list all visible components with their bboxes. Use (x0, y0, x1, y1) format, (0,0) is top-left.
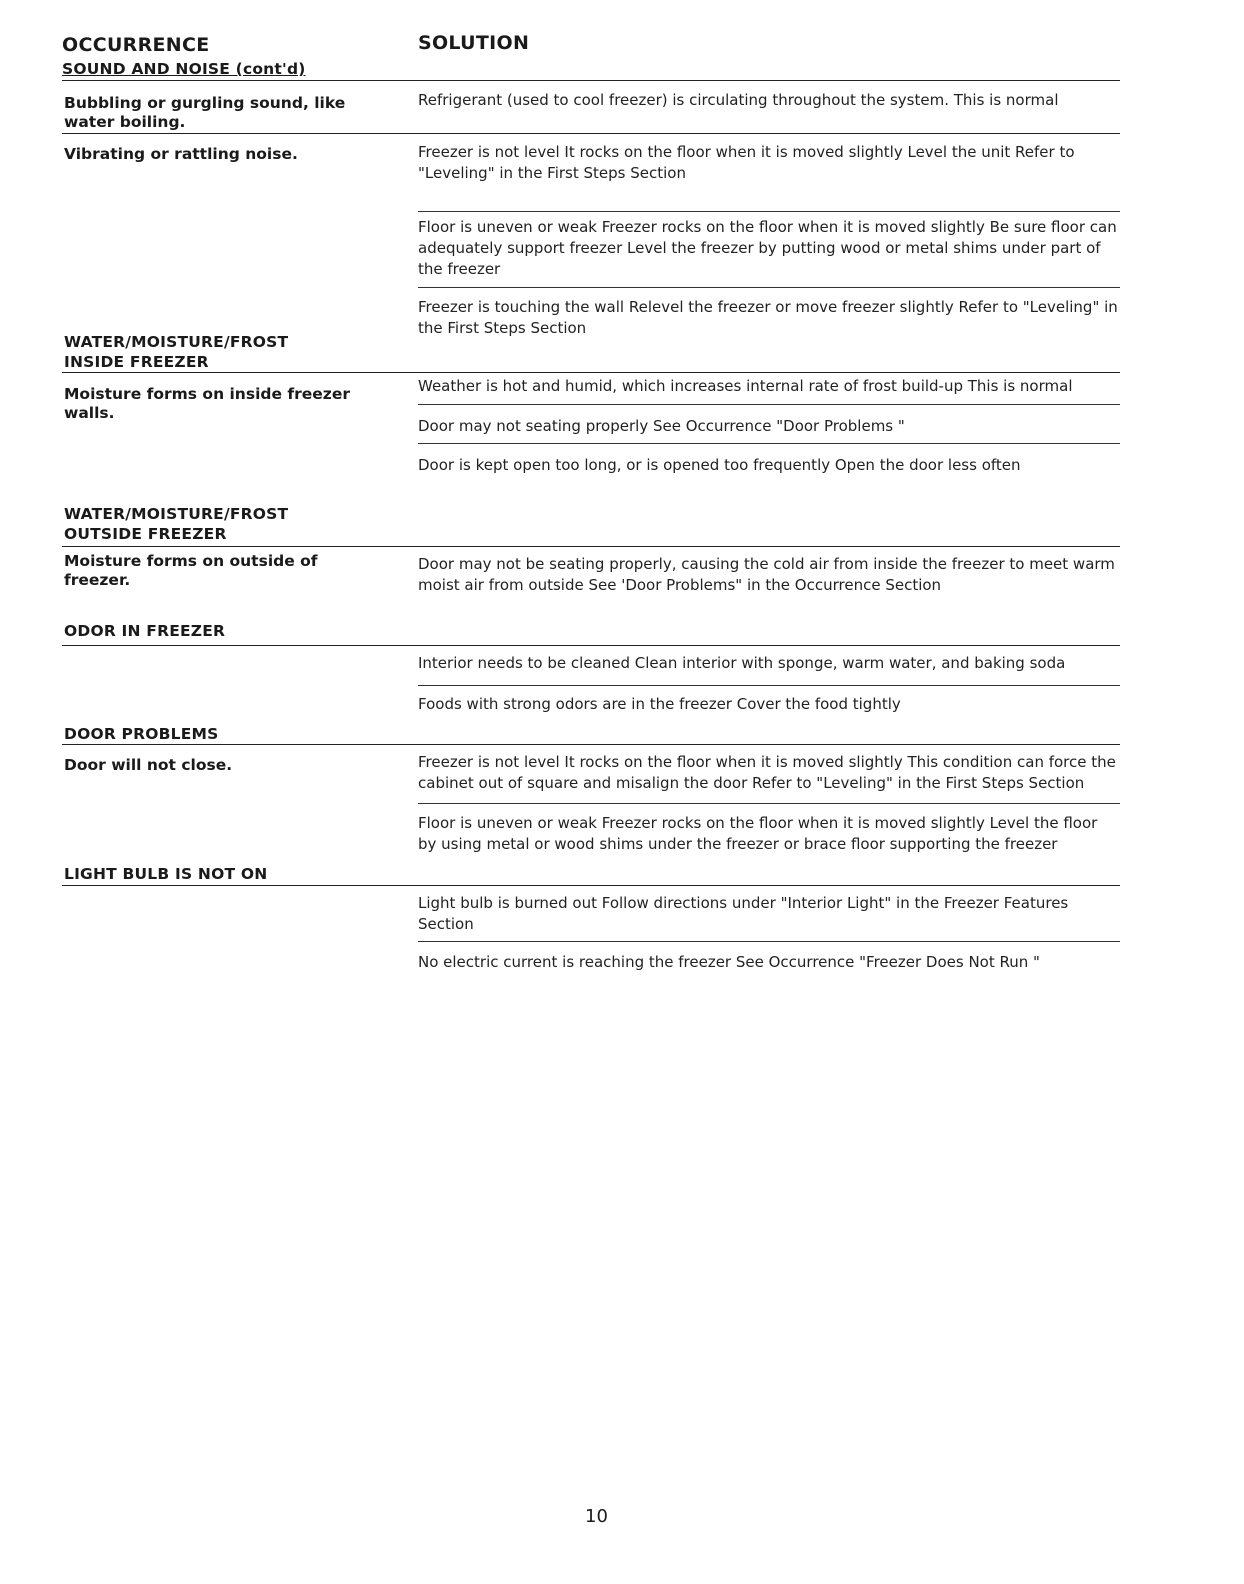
solution-bulb-burned-out: Light bulb is burned out Follow directions under "Interior Light" in the Freezer Features Section (418, 894, 1069, 933)
page-number: 10 (585, 1506, 608, 1527)
divider-rule (62, 546, 1120, 547)
solution-floor-uneven: Floor is uneven or weak Freezer rocks on the floor when it is moved slightly Be sure floor can adequately support freezer Level the freezer by putting wood or metal shims under part of the freezer (418, 218, 1117, 278)
section-light-bulb: LIGHT BULB IS NOT ON (64, 865, 268, 883)
occurrence-moisture-inside: Moisture forms on inside freezer walls. (64, 385, 350, 422)
solution-strong-odors: Foods with strong odors are in the freezer Cover the food tightly (418, 695, 901, 713)
divider-rule (418, 941, 1120, 942)
solution-refrigerant-circulating: Refrigerant (used to cool freezer) is circulating throughout the system. This is normal (418, 91, 1059, 109)
solution-touching-wall: Freezer is touching the wall Relevel the freezer or move freezer slightly Refer to "Leveling" in the First Steps Section (418, 298, 1118, 337)
divider-rule (418, 211, 1120, 212)
divider-rule (418, 287, 1120, 288)
divider-rule (62, 645, 1120, 646)
solution-door-open-too-long: Door is kept open too long, or is opened too frequently Open the door less often (418, 456, 1021, 474)
divider-rule (418, 443, 1120, 444)
section-water-inside-line1: WATER/MOISTURE/FROST (64, 333, 289, 351)
divider-rule (418, 404, 1120, 405)
section-water-inside-line2: INSIDE FREEZER (64, 353, 209, 371)
divider-rule (62, 80, 1120, 81)
occurrence-vibrating: Vibrating or rattling noise. (64, 145, 298, 163)
occurrence-moisture-outside: Moisture forms on outside of freezer. (64, 552, 318, 589)
section-odor: ODOR IN FREEZER (64, 622, 226, 640)
section-water-outside-line1: WATER/MOISTURE/FROST (64, 505, 289, 523)
solution-no-electric-current: No electric current is reaching the freezer See Occurrence "Freezer Does Not Run " (418, 953, 1040, 971)
section-water-outside-line2: OUTSIDE FREEZER (64, 525, 227, 543)
occurrence-bubbling: Bubbling or gurgling sound, like water boiling. (64, 94, 346, 131)
occurrence-column-header: OCCURRENCE (62, 34, 210, 56)
divider-rule (62, 133, 1120, 134)
divider-rule (418, 685, 1120, 686)
divider-rule (62, 744, 1120, 745)
solution-door-not-seating: Door may not seating properly See Occurrence "Door Problems " (418, 417, 905, 435)
solution-door-seating-warm-air: Door may not be seating properly, causing the cold air from inside the freezer to meet warm moist air from outside See 'Door Problems" in the Occurrence Section (418, 555, 1115, 594)
occurrence-door-will-not-close: Door will not close. (64, 756, 233, 774)
section-door-problems: DOOR PROBLEMS (64, 725, 219, 743)
section-sound-and-noise: SOUND AND NOISE (cont'd) (62, 60, 306, 78)
divider-rule (418, 803, 1120, 804)
solution-level-floor-shims: Floor is uneven or weak Freezer rocks on the floor when it is moved slightly Level the floor by using metal or wood shims under the freezer or brace floor supporting the freezer (418, 814, 1098, 853)
solution-column-header: SOLUTION (418, 32, 530, 54)
solution-clean-interior: Interior needs to be cleaned Clean interior with sponge, warm water, and baking soda (418, 654, 1066, 672)
divider-rule (62, 372, 1120, 373)
solution-cabinet-out-of-square: Freezer is not level It rocks on the floor when it is moved slightly This condition can force the cabinet out of square and misalign the door Refer to "Leveling" in the First Steps Section (418, 753, 1116, 792)
solution-freezer-not-level: Freezer is not level It rocks on the floor when it is moved slightly Level the unit Refer to "Leveling" in the First Steps Section (418, 143, 1075, 182)
divider-rule (62, 885, 1120, 886)
solution-hot-humid: Weather is hot and humid, which increases internal rate of frost build-up This is normal (418, 377, 1073, 395)
